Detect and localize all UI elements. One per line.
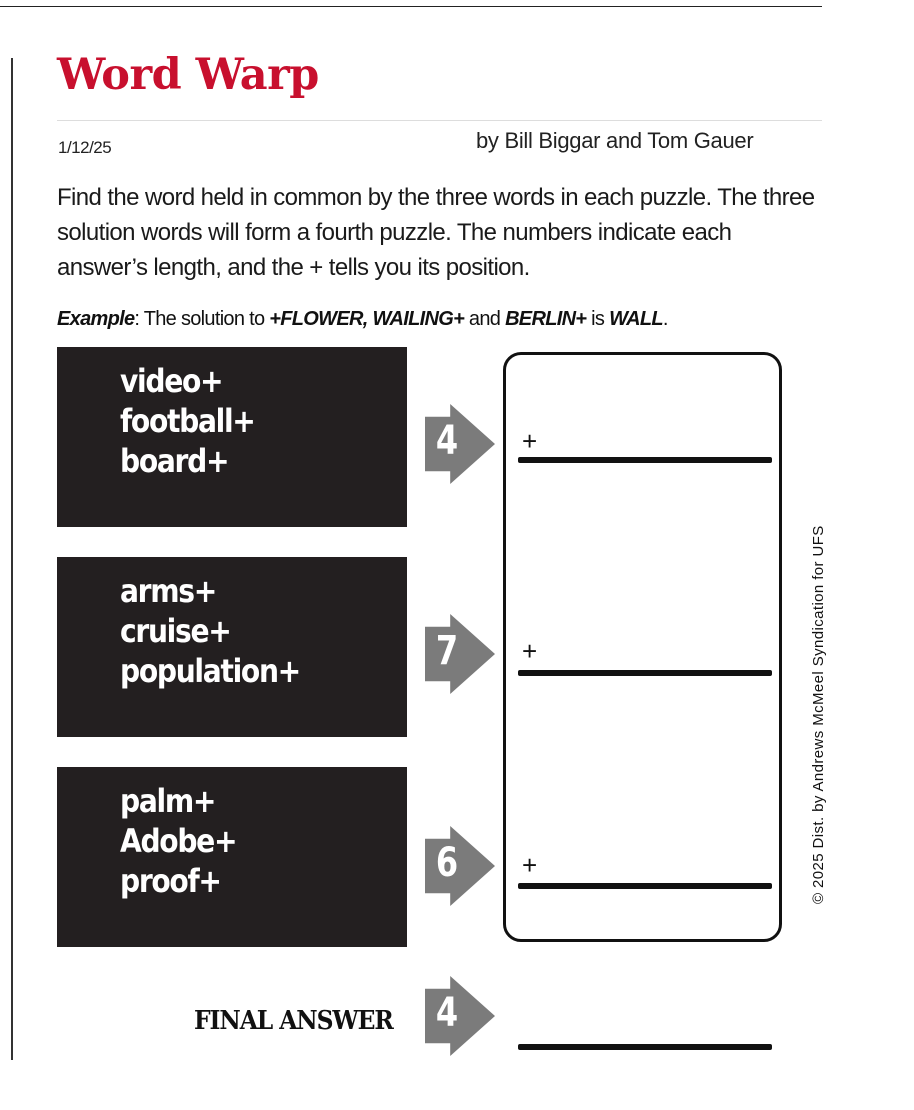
example-text-1: : The solution to	[134, 308, 270, 330]
example-text-2: and	[464, 308, 506, 330]
example	[57, 308, 668, 331]
answer-line-2[interactable]	[518, 670, 772, 676]
clue-word: football+	[120, 402, 255, 440]
clue-word: Adobe+	[120, 822, 237, 860]
final-answer-line[interactable]	[518, 1044, 772, 1050]
left-rule	[11, 58, 13, 1060]
instructions: Find the word held in common by the three words in each puzzle. The three solution words will form a fourth puzzle. The numbers indicate each answer’s length, and the + tells you its position.	[57, 184, 815, 281]
byline: by Bill Biggar and Tom Gauer	[476, 128, 754, 153]
clue-word: palm+	[120, 782, 216, 820]
clue-box-1	[57, 347, 407, 527]
answer-length: 7	[435, 628, 459, 674]
example-word-3: BERLIN+	[505, 308, 587, 330]
title-rule	[57, 120, 822, 121]
puzzle-date: 1/12/25	[58, 138, 112, 157]
example-text-4: .	[662, 308, 668, 330]
clue-word: video+	[120, 362, 223, 400]
answer-line-3[interactable]	[518, 883, 772, 889]
length-arrow-icon	[425, 404, 495, 484]
answer-length: 6	[435, 840, 459, 886]
example-text-3: is	[586, 308, 605, 330]
answer-panel	[503, 352, 782, 942]
length-arrow-icon	[425, 826, 495, 906]
top-rule	[0, 6, 822, 7]
clue-word: proof+	[120, 862, 221, 900]
puzzle-title: Word Warp	[57, 50, 319, 100]
final-answer-length: 4	[435, 990, 459, 1036]
example-word-2: WAILING+	[372, 308, 465, 330]
clue-word: population+	[120, 652, 300, 690]
clue-box-2	[57, 557, 407, 737]
length-arrow-icon	[425, 614, 495, 694]
example-word-1: +FLOWER,	[269, 308, 368, 330]
plus-marker: +	[522, 850, 538, 880]
length-arrow-icon	[425, 976, 495, 1056]
clue-box-3	[57, 767, 407, 947]
example-label: Example	[57, 308, 135, 330]
clue-word: cruise+	[120, 612, 231, 650]
copyright: © 2025 Dist. by Andrews McMeel Syndication for UFS	[810, 525, 827, 904]
plus-marker: +	[522, 636, 538, 666]
plus-marker: +	[522, 426, 538, 456]
answer-length: 4	[435, 418, 459, 464]
answer-line-1[interactable]	[518, 457, 772, 463]
final-answer-label: FINAL ANSWER	[194, 1006, 393, 1036]
clue-word: arms+	[120, 572, 216, 610]
example-answer: WALL	[609, 308, 663, 330]
clue-word: board+	[120, 442, 229, 480]
